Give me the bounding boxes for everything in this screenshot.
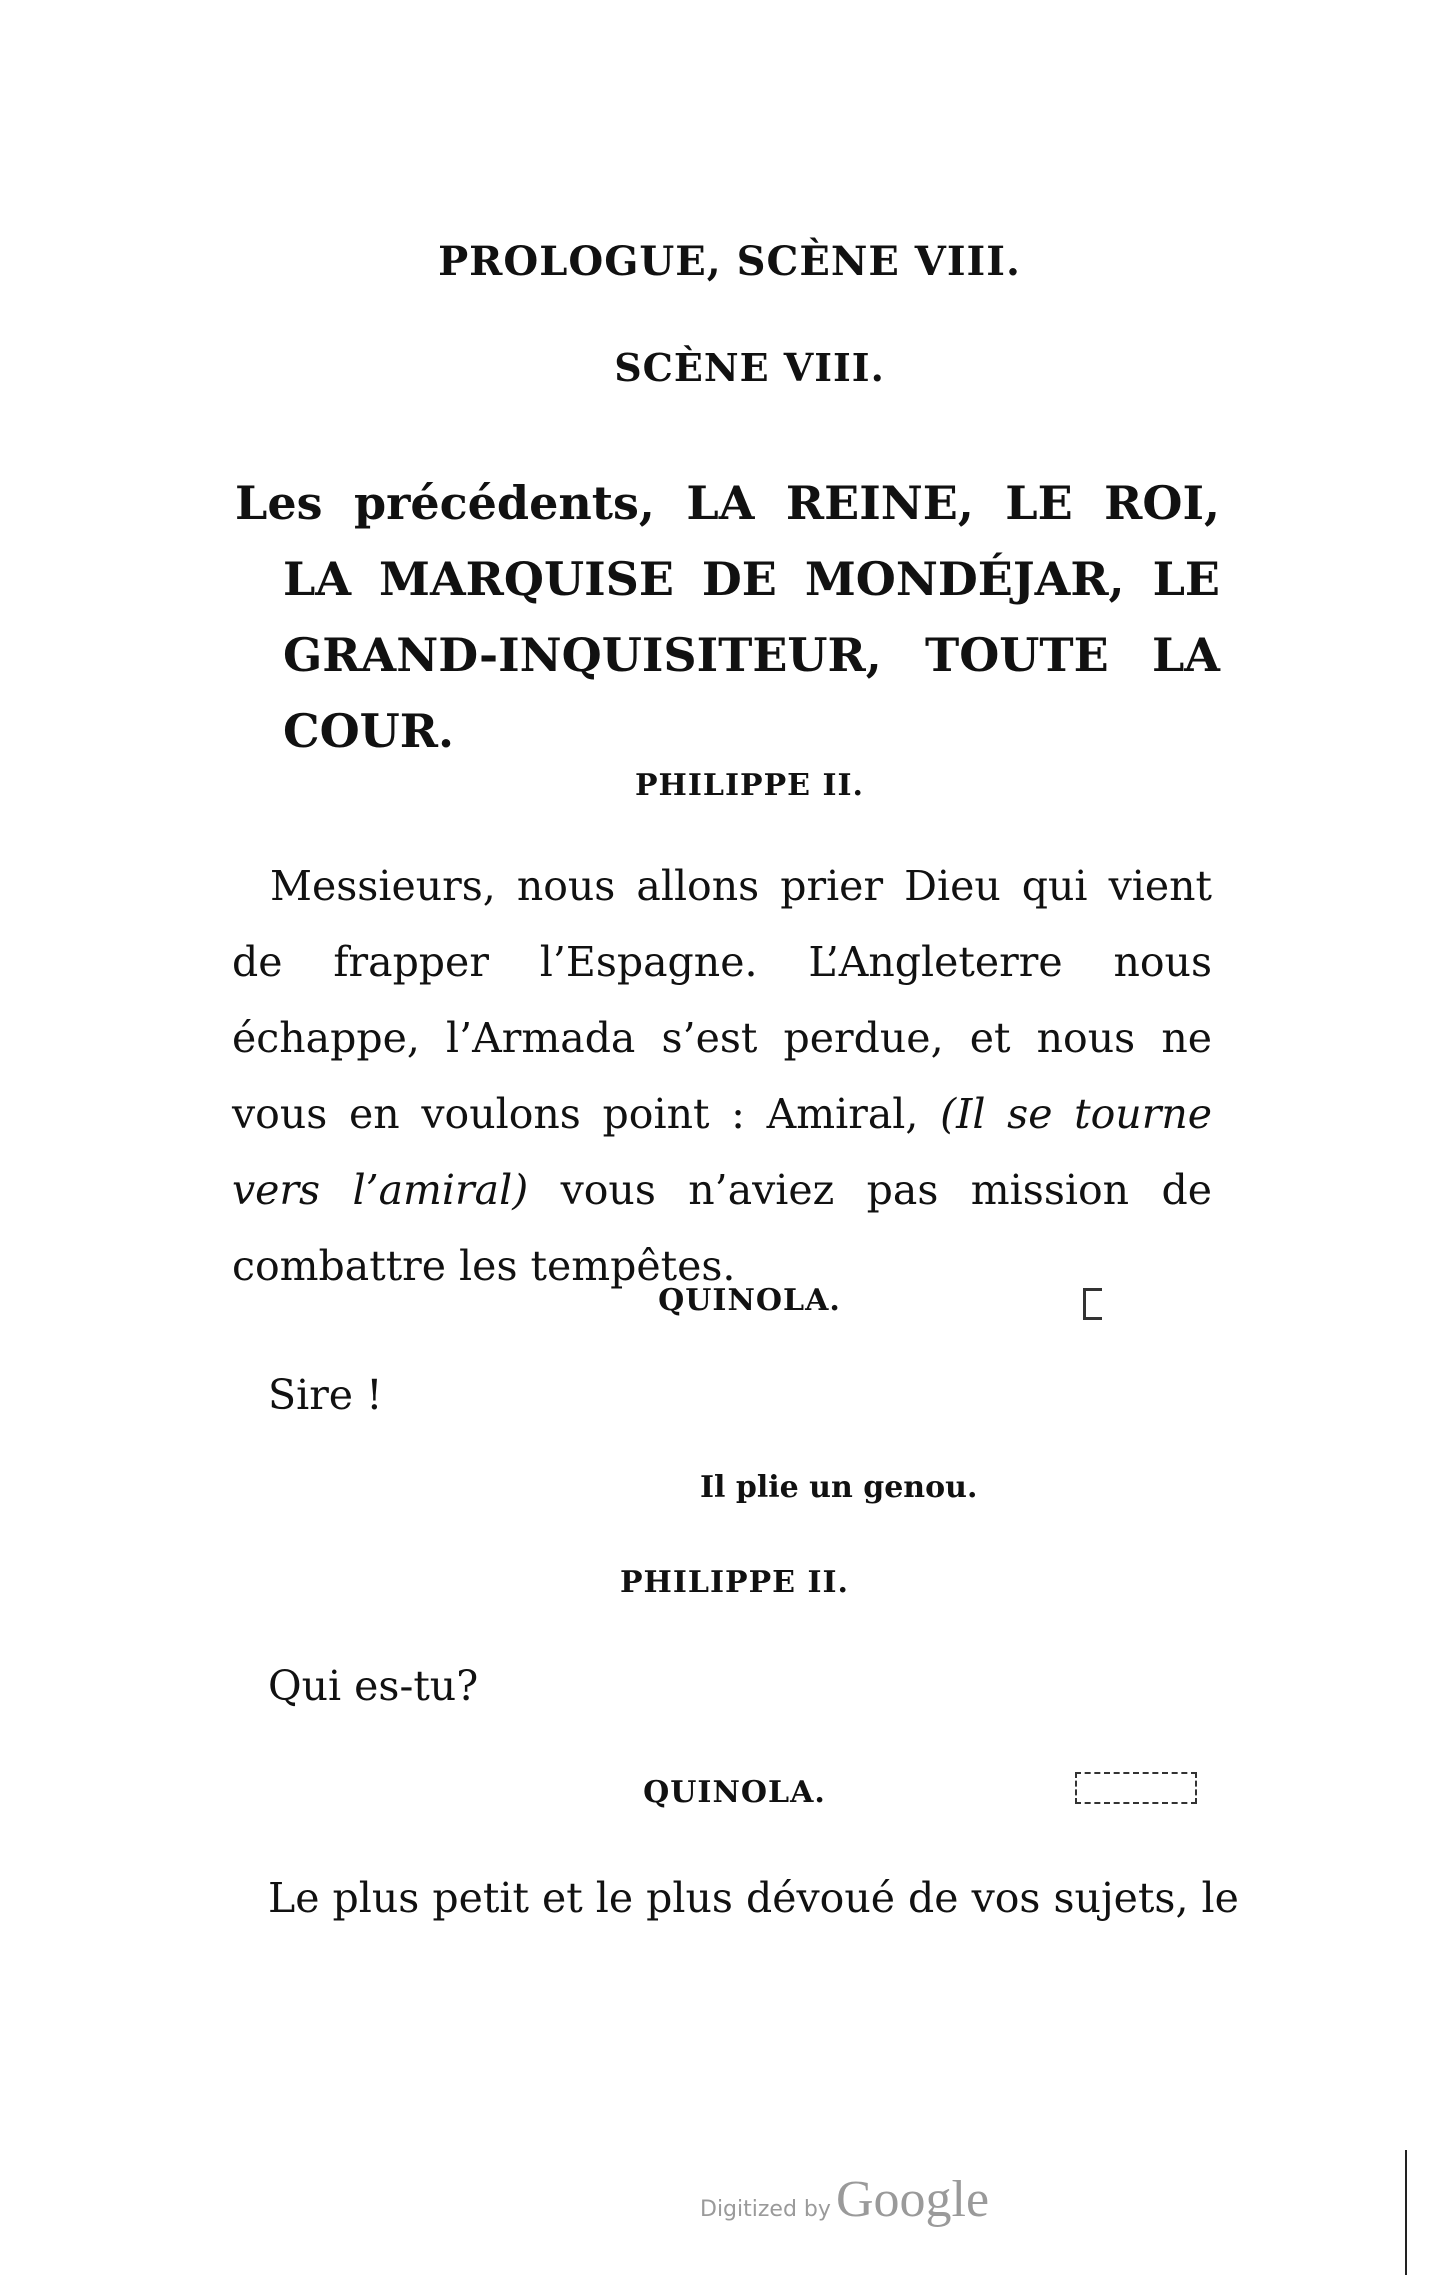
- speaker-quinola-1: QUINOLA.: [658, 1283, 841, 1318]
- speech-philippe-1: [232, 848, 1212, 1304]
- speech-quinola-1: Sire !: [268, 1371, 383, 1419]
- stage-direction-admiral: (Il se tourne vers l’amiral): [232, 1090, 1212, 1214]
- cast-rest: LA REINE, LE ROI, LA MARQUISE DE MONDÉJAR, LE GRAND-INQUISITEUR, TOUTE LA COUR.: [283, 476, 1221, 758]
- speech-1-part-b: vous n’aviez pas mission de combattre les tempêtes.: [232, 1166, 1212, 1290]
- cast-first: Les précédents,: [235, 476, 655, 530]
- google-wordmark: Google: [836, 2171, 990, 2228]
- running-header: PROLOGUE, SCÈNE VIII.: [438, 238, 1021, 285]
- print-artifact-mark-2: [1075, 1772, 1197, 1804]
- cast-list: [235, 465, 1220, 769]
- speaker-philippe-2: PHILIPPE II.: [619, 1565, 849, 1600]
- speech-1-part-a: Messieurs, nous allons prier Dieu qui vient de frapper l’Espagne. L’Angleterre nous échappe, l’Armada s’est perdue, et nous ne vous en voulons point : Amiral,: [232, 862, 1212, 1138]
- stage-direction-kneel: Il plie un genou.: [700, 1470, 978, 1505]
- digitization-watermark: [700, 2170, 989, 2229]
- scene-title: SCÈNE VIII.: [614, 345, 885, 390]
- speaker-philippe-1: PHILIPPE II.: [634, 768, 864, 803]
- speech-philippe-2: Qui es-tu?: [268, 1662, 479, 1710]
- digitized-by-label: Digitized by: [700, 2197, 831, 2222]
- page-edge-line: [1405, 2150, 1407, 2275]
- speech-quinola-2: Le plus petit et le plus dévoué de vos sujets, le: [268, 1874, 1239, 1922]
- print-artifact-mark: [1083, 1288, 1102, 1320]
- speaker-quinola-2: QUINOLA.: [643, 1775, 826, 1810]
